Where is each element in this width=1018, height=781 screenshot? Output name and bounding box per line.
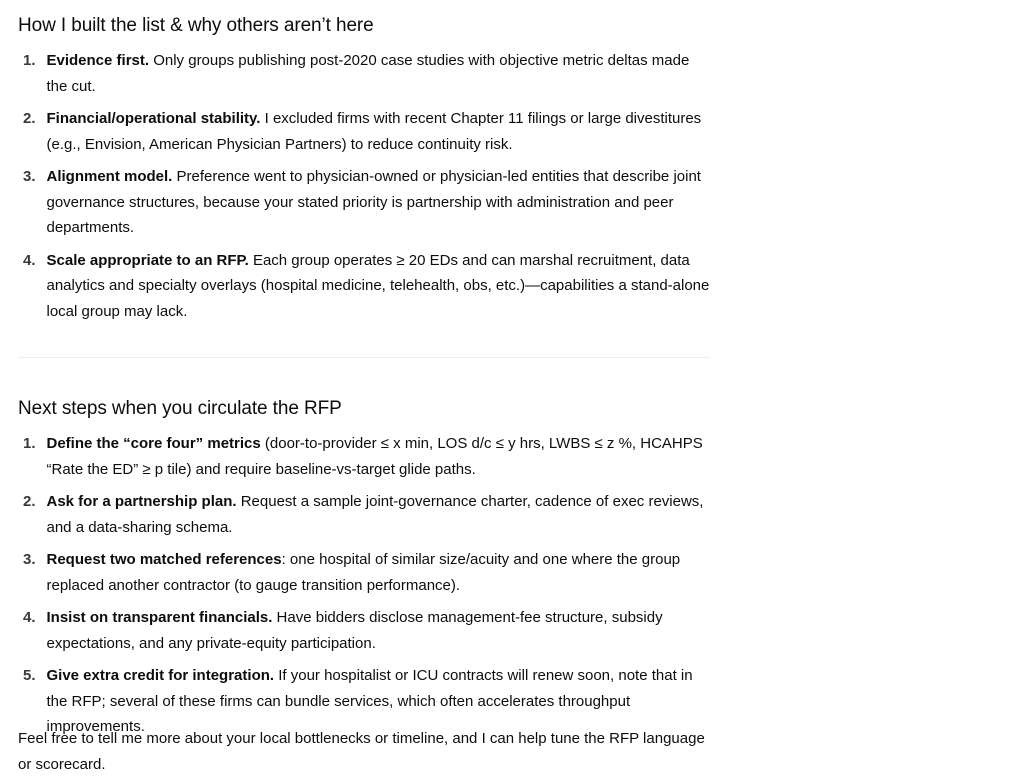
list-item <box>18 164 710 241</box>
list-item <box>18 547 710 598</box>
list-item <box>18 48 710 99</box>
next-steps-list <box>18 431 710 747</box>
list-item-text: Each group operates ≥ 20 EDs and can marshal recruitment, data analytics and specialty overlays (hospital medicine, telehealth, obs, etc.)—capabilities a stand-alone local group may lack. <box>46 251 710 320</box>
list-number: 3. <box>23 551 36 568</box>
list-item-text: I excluded firms with recent Chapter 11 filings or large divestitures (e.g., Envision, American Physician Partners) to reduce continuity risk. <box>46 110 702 153</box>
list-item-title: Insist on transparent financials. <box>46 609 273 626</box>
criteria-list <box>18 48 710 331</box>
list-item-text: Only groups publishing post-2020 case studies with objective metric deltas made the cut. <box>46 52 690 95</box>
list-item-title: Evidence first. <box>46 52 150 69</box>
list-item-text: (door-to-provider ≤ x min, LOS d/c ≤ y hrs, LWBS ≤ z %, HCAHPS “Rate the ED” ≥ p tile) and require baseline-vs-target glide paths. <box>46 435 703 478</box>
list-item-title: Alignment model. <box>46 168 173 185</box>
list-item-title: Give extra credit for integration. <box>46 667 275 684</box>
list-item-title: Financial/operational stability. <box>46 110 261 127</box>
list-number: 3. <box>23 168 36 185</box>
list-item-title: Ask for a partnership plan. <box>46 493 237 510</box>
list-item <box>18 489 710 540</box>
list-item-text: If your hospitalist or ICU contracts will renew soon, note that in the RFP; several of these firms can bundle services, which often accelerates throughput improvements. <box>46 667 693 735</box>
list-item <box>18 605 710 656</box>
list-number: 2. <box>23 493 36 510</box>
list-item-text: Have bidders disclose management-fee structure, subsidy expectations, and any private-equity participation. <box>46 609 663 652</box>
list-number: 1. <box>23 435 36 452</box>
list-number: 4. <box>23 609 36 626</box>
list-item-text: Request a sample joint-governance charter, cadence of exec reviews, and a data-sharing schema. <box>46 493 704 536</box>
section-divider <box>18 357 710 358</box>
list-item-text: Preference went to physician-owned or physician-led entities that describe joint governance structures, because your stated priority is partnership with administration and peer departments. <box>46 168 701 236</box>
list-item-title: Scale appropriate to an RFP. <box>46 251 249 269</box>
section-heading-how-built: How I built the list & why others aren’t here <box>18 15 374 36</box>
list-item-text: : one hospital of similar size/acuity and one where the group replaced another contractor (to gauge transition performance). <box>46 551 681 594</box>
list-number: 2. <box>23 110 36 127</box>
closing-paragraph: Feel free to tell me more about your local bottlenecks or timeline, and I can help tune the RFP language or scorecard. <box>18 730 705 773</box>
list-number: 4. <box>23 251 36 269</box>
list-item-title: Request two matched references <box>46 551 282 568</box>
section-heading-next-steps: Next steps when you circulate the RFP <box>18 398 342 419</box>
list-item <box>18 431 710 482</box>
list-number: 1. <box>23 52 36 69</box>
list-item <box>18 106 710 157</box>
list-item <box>18 248 710 325</box>
list-number: 5. <box>23 667 36 684</box>
list-item-title: Define the “core four” metrics <box>46 435 261 452</box>
